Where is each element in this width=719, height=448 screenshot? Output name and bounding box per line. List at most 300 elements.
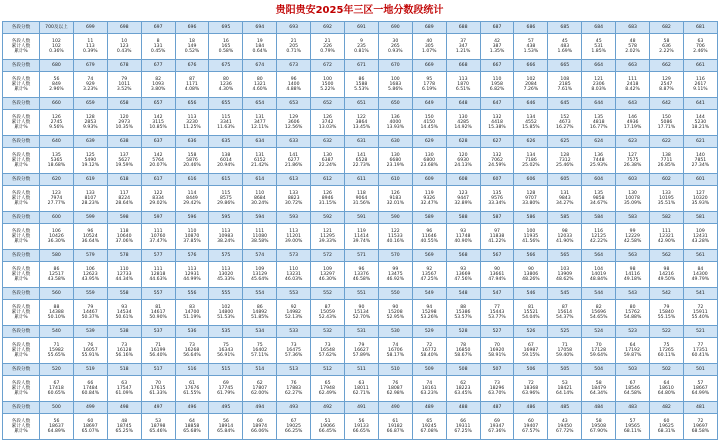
score-header-cell[interactable]: 686 [514, 22, 548, 34]
score-header-cell[interactable]: 554 [243, 288, 277, 300]
score-header-cell[interactable]: 519 [73, 364, 107, 376]
data-cell[interactable] [683, 148, 717, 174]
score-header-cell[interactable]: 575 [209, 250, 243, 262]
data-cell[interactable] [277, 224, 311, 250]
data-cell[interactable] [175, 224, 209, 250]
score-header-cell[interactable]: 666 [514, 60, 548, 72]
data-cell[interactable] [514, 72, 548, 98]
score-header-cell[interactable]: 579 [73, 250, 107, 262]
score-header-cell[interactable]: 623 [616, 136, 650, 148]
score-header-cell[interactable]: 601 [683, 174, 717, 186]
data-cell[interactable] [175, 148, 209, 174]
score-header-cell[interactable]: 559 [73, 288, 107, 300]
data-cell[interactable] [243, 300, 277, 326]
score-header-cell[interactable]: 483 [616, 402, 650, 414]
score-header-cell[interactable]: 531 [345, 326, 379, 338]
data-cell[interactable] [582, 300, 616, 326]
score-header-cell[interactable]: 628 [446, 136, 480, 148]
data-cell[interactable] [243, 148, 277, 174]
score-header-cell[interactable]: 584 [582, 212, 616, 224]
data-cell[interactable] [446, 224, 480, 250]
data-cell[interactable] [616, 110, 650, 136]
score-header-cell[interactable]: 684 [582, 22, 616, 34]
data-cell[interactable] [480, 148, 514, 174]
score-header-cell[interactable]: 603 [616, 174, 650, 186]
data-cell[interactable] [345, 338, 379, 364]
data-cell[interactable] [548, 72, 582, 98]
score-header-cell[interactable]: 565 [548, 250, 582, 262]
score-header-cell[interactable]: 496 [175, 402, 209, 414]
data-cell[interactable] [650, 186, 684, 212]
data-cell[interactable] [107, 414, 141, 440]
score-header-cell[interactable]: 637 [141, 136, 175, 148]
data-cell[interactable] [480, 376, 514, 402]
score-header-cell[interactable]: 537 [141, 326, 175, 338]
score-header-cell[interactable]: 647 [480, 98, 514, 110]
score-header-cell[interactable]: 485 [548, 402, 582, 414]
data-cell[interactable] [412, 72, 446, 98]
data-cell[interactable] [616, 148, 650, 174]
data-cell[interactable] [582, 186, 616, 212]
score-header-cell[interactable]: 580 [40, 250, 74, 262]
data-cell[interactable] [378, 338, 412, 364]
data-cell[interactable] [243, 186, 277, 212]
row-labels[interactable] [3, 414, 40, 440]
row-labels[interactable] [3, 186, 40, 212]
row-labels[interactable] [3, 376, 40, 402]
data-cell[interactable] [683, 186, 717, 212]
data-cell[interactable] [412, 262, 446, 288]
data-cell[interactable] [311, 414, 345, 440]
score-header-cell[interactable]: 650 [378, 98, 412, 110]
data-cell[interactable] [683, 110, 717, 136]
score-header-cell[interactable]: 489 [412, 402, 446, 414]
score-header-cell[interactable]: 495 [209, 402, 243, 414]
data-cell[interactable] [616, 72, 650, 98]
data-cell[interactable] [378, 376, 412, 402]
data-cell[interactable] [175, 414, 209, 440]
data-cell[interactable] [311, 186, 345, 212]
row-labels[interactable] [3, 262, 40, 288]
data-cell[interactable] [345, 34, 379, 60]
data-cell[interactable] [480, 224, 514, 250]
data-cell[interactable] [480, 34, 514, 60]
data-cell[interactable] [107, 72, 141, 98]
data-cell[interactable] [480, 72, 514, 98]
score-header-cell[interactable]: 494 [243, 402, 277, 414]
data-cell[interactable] [548, 376, 582, 402]
row-label-scores[interactable]: 各段分数 [3, 250, 40, 262]
score-header-cell[interactable]: 668 [446, 60, 480, 72]
score-header-cell[interactable]: 544 [582, 288, 616, 300]
data-cell[interactable] [514, 376, 548, 402]
score-header-cell[interactable]: 692 [311, 22, 345, 34]
data-cell[interactable] [582, 72, 616, 98]
score-header-cell[interactable]: 482 [650, 402, 684, 414]
score-header-cell[interactable]: 582 [650, 212, 684, 224]
score-header-cell[interactable]: 636 [175, 136, 209, 148]
data-cell[interactable] [446, 414, 480, 440]
score-header-cell[interactable]: 549 [412, 288, 446, 300]
score-header-cell[interactable]: 619 [73, 174, 107, 186]
data-cell[interactable] [141, 262, 175, 288]
data-cell[interactable] [311, 110, 345, 136]
score-header-cell[interactable]: 568 [446, 250, 480, 262]
score-header-cell[interactable]: 649 [412, 98, 446, 110]
data-cell[interactable] [243, 414, 277, 440]
data-cell[interactable] [582, 376, 616, 402]
score-header-cell[interactable]: 558 [107, 288, 141, 300]
score-header-cell[interactable]: 640 [40, 136, 74, 148]
score-header-cell[interactable]: 590 [378, 212, 412, 224]
data-cell[interactable] [107, 186, 141, 212]
row-labels[interactable] [3, 34, 40, 60]
score-header-cell[interactable]: 685 [548, 22, 582, 34]
data-cell[interactable] [480, 338, 514, 364]
score-header-cell[interactable]: 626 [514, 136, 548, 148]
data-cell[interactable] [548, 186, 582, 212]
data-cell[interactable] [650, 110, 684, 136]
data-cell[interactable] [582, 224, 616, 250]
data-cell[interactable] [446, 338, 480, 364]
data-cell[interactable] [446, 376, 480, 402]
score-header-cell[interactable]: 697 [141, 22, 175, 34]
data-cell[interactable] [243, 34, 277, 60]
score-header-cell[interactable]: 605 [548, 174, 582, 186]
score-header-cell[interactable]: 622 [650, 136, 684, 148]
data-cell[interactable] [243, 338, 277, 364]
score-header-cell[interactable]: 518 [107, 364, 141, 376]
score-header-cell[interactable]: 700及以上 [40, 22, 74, 34]
data-cell[interactable] [40, 186, 74, 212]
score-header-cell[interactable]: 660 [40, 98, 74, 110]
score-header-cell[interactable]: 562 [650, 250, 684, 262]
score-header-cell[interactable]: 646 [514, 98, 548, 110]
score-header-cell[interactable]: 576 [175, 250, 209, 262]
score-header-cell[interactable]: 529 [412, 326, 446, 338]
score-header-cell[interactable]: 600 [40, 212, 74, 224]
score-header-cell[interactable]: 659 [73, 98, 107, 110]
score-header-cell[interactable]: 583 [616, 212, 650, 224]
score-header-cell[interactable]: 578 [107, 250, 141, 262]
score-header-cell[interactable]: 550 [378, 288, 412, 300]
data-cell[interactable] [243, 72, 277, 98]
data-cell[interactable] [446, 72, 480, 98]
row-label-scores[interactable]: 各段分数 [3, 288, 40, 300]
score-header-cell[interactable]: 493 [277, 402, 311, 414]
score-header-cell[interactable]: 597 [141, 212, 175, 224]
score-header-cell[interactable]: 635 [209, 136, 243, 148]
score-header-cell[interactable]: 616 [175, 174, 209, 186]
data-cell[interactable] [345, 224, 379, 250]
data-cell[interactable] [107, 224, 141, 250]
score-header-cell[interactable]: 694 [243, 22, 277, 34]
data-cell[interactable] [243, 224, 277, 250]
data-cell[interactable] [345, 300, 379, 326]
data-cell[interactable] [548, 148, 582, 174]
score-header-cell[interactable]: 667 [480, 60, 514, 72]
data-cell[interactable] [73, 148, 107, 174]
data-cell[interactable] [683, 414, 717, 440]
data-cell[interactable] [378, 186, 412, 212]
data-cell[interactable] [209, 34, 243, 60]
data-cell[interactable] [209, 110, 243, 136]
score-header-cell[interactable]: 490 [378, 402, 412, 414]
score-header-cell[interactable]: 561 [683, 250, 717, 262]
data-cell[interactable] [107, 262, 141, 288]
data-cell[interactable] [412, 186, 446, 212]
score-header-cell[interactable]: 648 [446, 98, 480, 110]
score-header-cell[interactable]: 539 [73, 326, 107, 338]
data-cell[interactable] [582, 338, 616, 364]
score-header-cell[interactable]: 541 [683, 288, 717, 300]
data-cell[interactable] [683, 300, 717, 326]
score-header-cell[interactable]: 517 [141, 364, 175, 376]
data-cell[interactable] [73, 224, 107, 250]
data-cell[interactable] [40, 262, 74, 288]
score-header-cell[interactable]: 615 [209, 174, 243, 186]
score-header-cell[interactable]: 676 [175, 60, 209, 72]
data-cell[interactable] [73, 338, 107, 364]
data-cell[interactable] [209, 72, 243, 98]
score-header-cell[interactable]: 631 [345, 136, 379, 148]
data-cell[interactable] [650, 72, 684, 98]
data-cell[interactable] [514, 224, 548, 250]
data-cell[interactable] [412, 338, 446, 364]
score-header-cell[interactable]: 488 [446, 402, 480, 414]
score-header-cell[interactable]: 662 [650, 60, 684, 72]
data-cell[interactable] [277, 262, 311, 288]
data-cell[interactable] [480, 300, 514, 326]
data-cell[interactable] [650, 224, 684, 250]
row-label-scores[interactable]: 各段分数 [3, 402, 40, 414]
data-cell[interactable] [650, 262, 684, 288]
data-cell[interactable] [73, 300, 107, 326]
data-cell[interactable] [209, 224, 243, 250]
score-header-cell[interactable]: 526 [514, 326, 548, 338]
score-header-cell[interactable]: 572 [311, 250, 345, 262]
score-header-cell[interactable]: 498 [107, 402, 141, 414]
score-header-cell[interactable]: 481 [683, 402, 717, 414]
data-cell[interactable] [243, 262, 277, 288]
score-header-cell[interactable]: 674 [243, 60, 277, 72]
score-header-cell[interactable]: 497 [141, 402, 175, 414]
data-cell[interactable] [480, 414, 514, 440]
data-cell[interactable] [311, 34, 345, 60]
data-cell[interactable] [40, 300, 74, 326]
score-header-cell[interactable]: 528 [446, 326, 480, 338]
score-header-cell[interactable]: 618 [107, 174, 141, 186]
score-header-cell[interactable]: 548 [446, 288, 480, 300]
score-header-cell[interactable]: 500 [40, 402, 74, 414]
score-header-cell[interactable]: 596 [175, 212, 209, 224]
score-header-cell[interactable]: 512 [311, 364, 345, 376]
data-cell[interactable] [548, 34, 582, 60]
data-cell[interactable] [378, 110, 412, 136]
data-cell[interactable] [650, 376, 684, 402]
data-cell[interactable] [378, 72, 412, 98]
score-header-cell[interactable]: 645 [548, 98, 582, 110]
data-cell[interactable] [40, 414, 74, 440]
data-cell[interactable] [412, 110, 446, 136]
score-header-cell[interactable]: 505 [548, 364, 582, 376]
data-cell[interactable] [73, 262, 107, 288]
score-header-cell[interactable]: 606 [514, 174, 548, 186]
score-header-cell[interactable]: 535 [209, 326, 243, 338]
score-header-cell[interactable]: 671 [345, 60, 379, 72]
data-cell[interactable] [175, 338, 209, 364]
row-labels[interactable] [3, 148, 40, 174]
data-cell[interactable] [73, 110, 107, 136]
score-header-cell[interactable]: 661 [683, 60, 717, 72]
score-header-cell[interactable]: 509 [412, 364, 446, 376]
data-cell[interactable] [209, 338, 243, 364]
data-cell[interactable] [141, 224, 175, 250]
score-header-cell[interactable]: 629 [412, 136, 446, 148]
data-cell[interactable] [412, 224, 446, 250]
data-cell[interactable] [141, 148, 175, 174]
data-cell[interactable] [616, 224, 650, 250]
score-header-cell[interactable]: 695 [209, 22, 243, 34]
data-cell[interactable] [209, 376, 243, 402]
data-cell[interactable] [683, 376, 717, 402]
score-header-cell[interactable]: 653 [277, 98, 311, 110]
data-cell[interactable] [175, 72, 209, 98]
data-cell[interactable] [683, 262, 717, 288]
score-header-cell[interactable]: 613 [277, 174, 311, 186]
data-cell[interactable] [175, 262, 209, 288]
score-header-cell[interactable]: 672 [311, 60, 345, 72]
score-header-cell[interactable]: 492 [311, 402, 345, 414]
score-header-cell[interactable]: 542 [650, 288, 684, 300]
score-header-cell[interactable]: 604 [582, 174, 616, 186]
score-header-cell[interactable]: 511 [345, 364, 379, 376]
score-header-cell[interactable]: 536 [175, 326, 209, 338]
score-header-cell[interactable]: 510 [378, 364, 412, 376]
score-header-cell[interactable]: 556 [175, 288, 209, 300]
score-header-cell[interactable]: 598 [107, 212, 141, 224]
score-header-cell[interactable]: 643 [616, 98, 650, 110]
score-header-cell[interactable]: 589 [412, 212, 446, 224]
score-header-cell[interactable]: 499 [73, 402, 107, 414]
data-cell[interactable] [40, 338, 74, 364]
score-header-cell[interactable]: 569 [412, 250, 446, 262]
score-header-cell[interactable]: 602 [650, 174, 684, 186]
score-header-cell[interactable]: 677 [141, 60, 175, 72]
data-cell[interactable] [107, 338, 141, 364]
data-cell[interactable] [175, 34, 209, 60]
score-header-cell[interactable]: 566 [514, 250, 548, 262]
score-header-cell[interactable]: 654 [243, 98, 277, 110]
data-cell[interactable] [616, 262, 650, 288]
score-header-cell[interactable]: 607 [480, 174, 514, 186]
data-cell[interactable] [73, 34, 107, 60]
score-header-cell[interactable]: 588 [446, 212, 480, 224]
score-header-cell[interactable]: 608 [446, 174, 480, 186]
score-header-cell[interactable]: 664 [582, 60, 616, 72]
data-cell[interactable] [277, 414, 311, 440]
data-cell[interactable] [480, 110, 514, 136]
data-cell[interactable] [412, 300, 446, 326]
data-cell[interactable] [141, 414, 175, 440]
data-cell[interactable] [412, 376, 446, 402]
score-header-cell[interactable]: 612 [311, 174, 345, 186]
score-header-cell[interactable]: 567 [480, 250, 514, 262]
data-cell[interactable] [243, 376, 277, 402]
score-header-cell[interactable]: 545 [548, 288, 582, 300]
data-cell[interactable] [345, 376, 379, 402]
data-cell[interactable] [277, 148, 311, 174]
score-header-cell[interactable]: 665 [548, 60, 582, 72]
row-label-scores[interactable]: 各段分数 [3, 174, 40, 186]
row-labels[interactable] [3, 224, 40, 250]
score-header-cell[interactable]: 571 [345, 250, 379, 262]
score-header-cell[interactable]: 530 [378, 326, 412, 338]
score-header-cell[interactable]: 503 [616, 364, 650, 376]
score-header-cell[interactable]: 514 [243, 364, 277, 376]
row-labels[interactable] [3, 338, 40, 364]
score-header-cell[interactable]: 630 [378, 136, 412, 148]
score-header-cell[interactable]: 524 [582, 326, 616, 338]
score-header-cell[interactable]: 593 [277, 212, 311, 224]
data-cell[interactable] [683, 72, 717, 98]
data-cell[interactable] [446, 110, 480, 136]
data-cell[interactable] [514, 300, 548, 326]
score-header-cell[interactable]: 555 [209, 288, 243, 300]
data-cell[interactable] [683, 34, 717, 60]
score-header-cell[interactable]: 553 [277, 288, 311, 300]
score-header-cell[interactable]: 563 [616, 250, 650, 262]
data-cell[interactable] [107, 110, 141, 136]
score-header-cell[interactable]: 504 [582, 364, 616, 376]
score-header-cell[interactable]: 520 [40, 364, 74, 376]
score-header-cell[interactable]: 644 [582, 98, 616, 110]
score-header-cell[interactable]: 515 [209, 364, 243, 376]
data-cell[interactable] [616, 34, 650, 60]
data-cell[interactable] [209, 414, 243, 440]
data-cell[interactable] [141, 110, 175, 136]
score-header-cell[interactable]: 501 [683, 364, 717, 376]
data-cell[interactable] [582, 414, 616, 440]
score-header-cell[interactable]: 641 [683, 98, 717, 110]
score-header-cell[interactable]: 634 [243, 136, 277, 148]
row-label-scores[interactable]: 各段分数 [3, 212, 40, 224]
data-cell[interactable] [277, 338, 311, 364]
score-header-cell[interactable]: 681 [683, 22, 717, 34]
data-cell[interactable] [582, 110, 616, 136]
row-label-scores[interactable]: 各段分数 [3, 60, 40, 72]
data-cell[interactable] [311, 262, 345, 288]
data-cell[interactable] [650, 414, 684, 440]
data-cell[interactable] [514, 110, 548, 136]
data-cell[interactable] [548, 414, 582, 440]
score-header-cell[interactable]: 577 [141, 250, 175, 262]
score-header-cell[interactable]: 691 [345, 22, 379, 34]
data-cell[interactable] [277, 186, 311, 212]
data-cell[interactable] [446, 186, 480, 212]
score-header-cell[interactable]: 486 [514, 402, 548, 414]
score-header-cell[interactable]: 570 [378, 250, 412, 262]
data-cell[interactable] [378, 34, 412, 60]
data-cell[interactable] [175, 186, 209, 212]
data-cell[interactable] [277, 34, 311, 60]
score-header-cell[interactable]: 591 [345, 212, 379, 224]
data-cell[interactable] [582, 148, 616, 174]
score-header-cell[interactable]: 574 [243, 250, 277, 262]
data-cell[interactable] [345, 262, 379, 288]
score-header-cell[interactable]: 658 [107, 98, 141, 110]
data-cell[interactable] [311, 376, 345, 402]
